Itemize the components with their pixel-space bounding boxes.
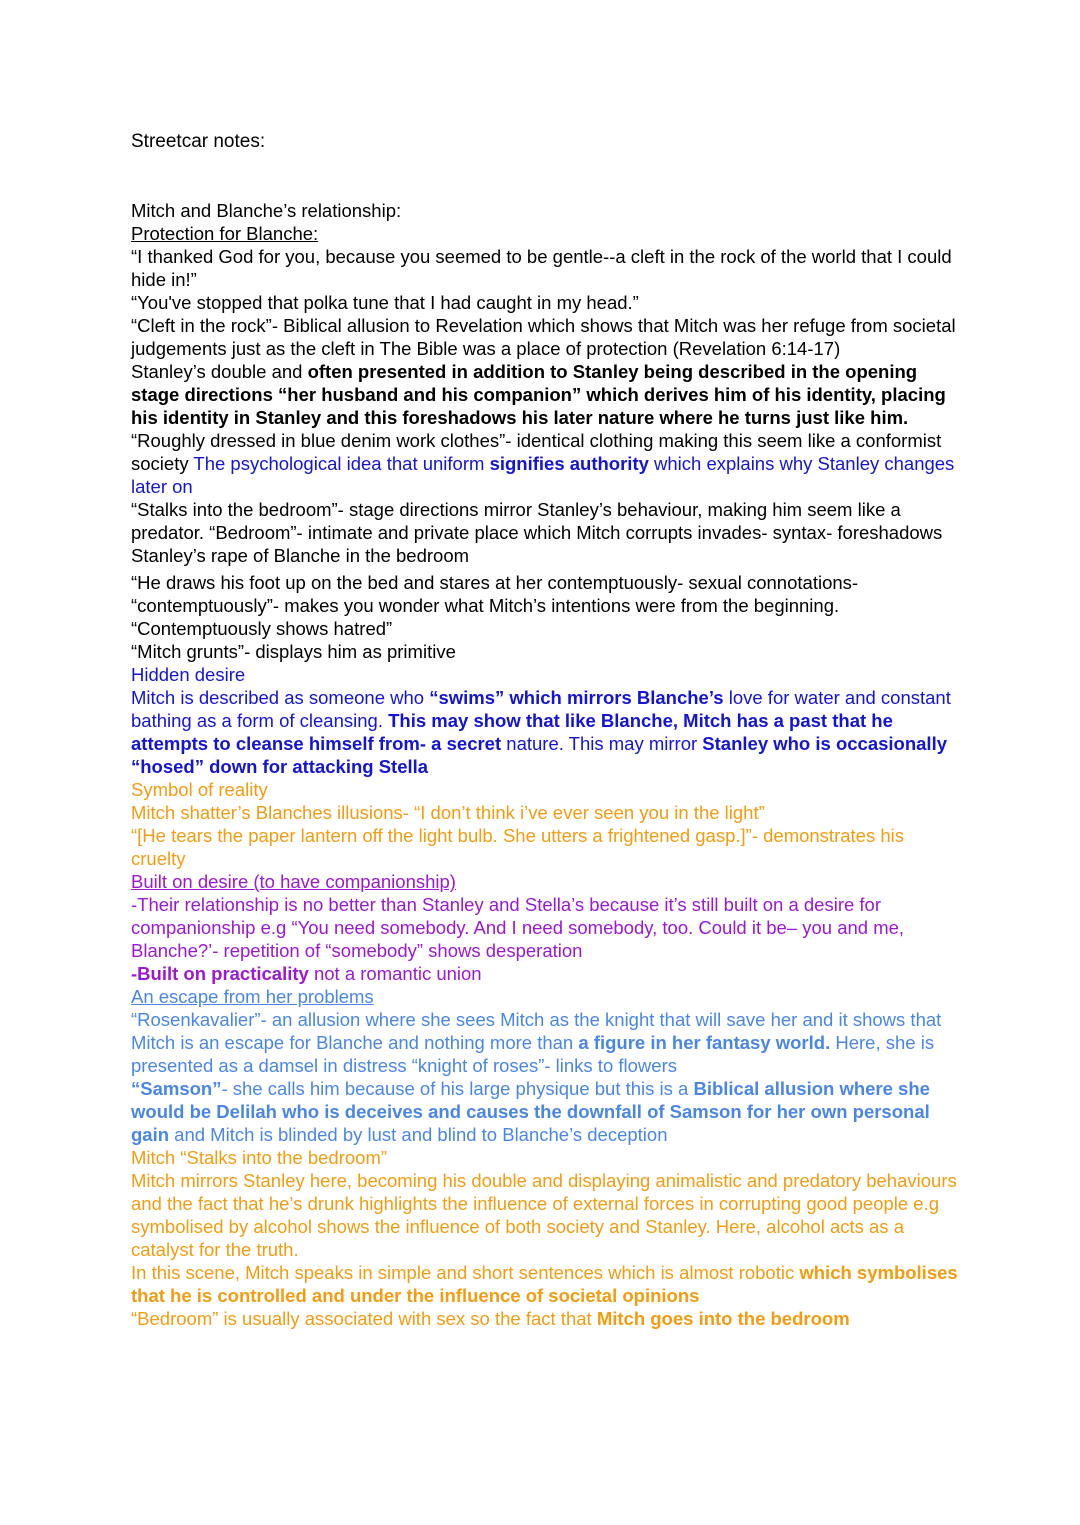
practicality-bold: -Built on practicality [131, 963, 309, 984]
samson-biblical: Biblical allusion where she would be Delilah who is deceives and causes the downfall of Samson for her own personal gain [131, 1078, 930, 1145]
swims-hosed: Stanley who is occasionally “hosed” down for attacking Stella [131, 733, 947, 777]
denim-intro: “Roughly dressed in blue denim work clothes”- identical clothing making this seem like a conformist society [131, 430, 942, 474]
foot-bed-analysis: “He draws his foot up on the bed and stares at her contemptuously- sexual connotations- “contemptuously”- makes you wonder what Mitch’s intentions were from the beginning. [131, 572, 859, 616]
symbol-reality-heading: Symbol of reality [131, 779, 268, 800]
quote-thanked-god: “I thanked God for you, because you seemed to be gentle--a cleft in the rock of the world that I could hide in!” [131, 246, 952, 290]
relationship-heading: Mitch and Blanche’s relationship: [131, 200, 402, 221]
simple-intro: In this scene, Mitch speaks in simple and short sentences which is almost robotic [131, 1262, 800, 1283]
swims-water: love for water and constant bathing as a form of cleansing. [131, 687, 951, 731]
shatter-illusions: Mitch shatter’s Blanches illusions- “I don’t think i’ve ever seen you in the light” [131, 802, 765, 823]
protection-heading: Protection for Blanche: [131, 223, 319, 244]
stanley-double-paragraph [131, 360, 961, 429]
document-title: Streetcar notes: [131, 131, 266, 152]
stalks-orange-heading: Mitch “Stalks into the bedroom” [131, 1147, 388, 1168]
document-page [131, 130, 961, 1330]
bedroom-intro: “Bedroom” is usually associated with sex so the fact that [131, 1308, 597, 1329]
mirrors-paragraph: Mitch mirrors Stanley here, becoming his double and displaying animalistic and predatory behaviours and the fact that he’s drunk highlights the influence of external forces in corrupting good people e.g symbolised by alcohol shows the influence of both society and Stanley. Here, alcohol acts as a catalyst for the truth. [131, 1170, 957, 1260]
bedroom-paragraph [131, 1307, 961, 1330]
practicality-rest: not a romantic union [308, 963, 482, 984]
bedroom-bold: Mitch goes into the bedroom [596, 1308, 850, 1329]
samson-lust: and Mitch is blinded by lust and blind to Blanche’s deception [169, 1124, 668, 1145]
swims-intro: Mitch is described as someone who [131, 687, 430, 708]
contempt-note: “Contemptuously shows hatred” [131, 618, 393, 639]
rosenkavalier-paragraph [131, 1008, 961, 1077]
samson-paragraph [131, 1077, 961, 1146]
hidden-desire-heading: Hidden desire [131, 664, 246, 685]
escape-heading: An escape from her problems [131, 986, 374, 1007]
built-desire-heading: Built on desire (to have companionship) [131, 871, 456, 892]
denim-psych: The psychological idea that uniform [193, 453, 490, 474]
simple-sentences-paragraph [131, 1261, 961, 1307]
stanley-double-intro: Stanley’s double and [131, 361, 308, 382]
quote-polka-tune: “You've stopped that polka tune that I had caught in my head.” [131, 292, 639, 313]
samson-quote: “Samson” [131, 1078, 222, 1099]
denim-explains: which explains why Stanley changes later on [131, 453, 955, 497]
stalks-bedroom-analysis: “Stalks into the bedroom”- stage directions mirror Stanley’s behaviour, making him seem like a predator. “Bedroom”- intimate and private place which Mitch corrupts invades- syntax- foreshadows Stanley’s rape of Blanche in the bedroom [131, 499, 943, 566]
grunts-note: “Mitch grunts”- displays him as primitive [131, 641, 456, 662]
swims-cleanse: This may show that like Blanche, Mitch has a past that he attempts to cleanse himself from- a secret [131, 710, 893, 754]
rosen-fantasy: a figure in her fantasy world. [578, 1032, 831, 1053]
swims-paragraph [131, 686, 961, 778]
rosen-damsel: Here, she is presented as a damsel in distress “knight of roses”- links to flowers [131, 1032, 935, 1076]
stanley-double-bold: often presented in addition to Stanley being described in the opening stage directions “her husband and his companion” which derives him of his identity, placing his identity in Stanley and this foreshadows his later nature where he turns just like him. [131, 361, 946, 428]
practicality-paragraph [131, 962, 961, 985]
swims-nature: nature. This may mirror [501, 733, 703, 754]
lantern-quote: “[He tears the paper lantern off the light bulb. She utters a frightened gasp.]”- demonstrates his cruelty [131, 825, 904, 869]
samson-physique: - she calls him because of his large physique but this is a [221, 1078, 694, 1099]
simple-bold: which symbolises that he is controlled and under the influence of societal opinions [131, 1262, 958, 1306]
swims-bold: “swims” which mirrors Blanche’s [429, 687, 724, 708]
rosen-intro: “Rosenkavalier”- an allusion where she sees Mitch as the knight that will save her and it shows that Mitch is an escape for Blanche and nothing more than [131, 1009, 942, 1053]
relationship-body: -Their relationship is no better than Stanley and Stella’s because it’s still built on a desire for companionship e.g “You need somebody. And I need somebody, too. Could it be– you and me, Blanche?’- repetition of “somebody” shows desperation [131, 894, 905, 961]
denim-paragraph [131, 429, 961, 498]
denim-authority: signifies authority [489, 453, 649, 474]
cleft-analysis: “Cleft in the rock”- Biblical allusion to Revelation which shows that Mitch was her refuge from societal judgements just as the cleft in The Bible was a place of protection (Revelation 6:14-17) [131, 315, 956, 359]
